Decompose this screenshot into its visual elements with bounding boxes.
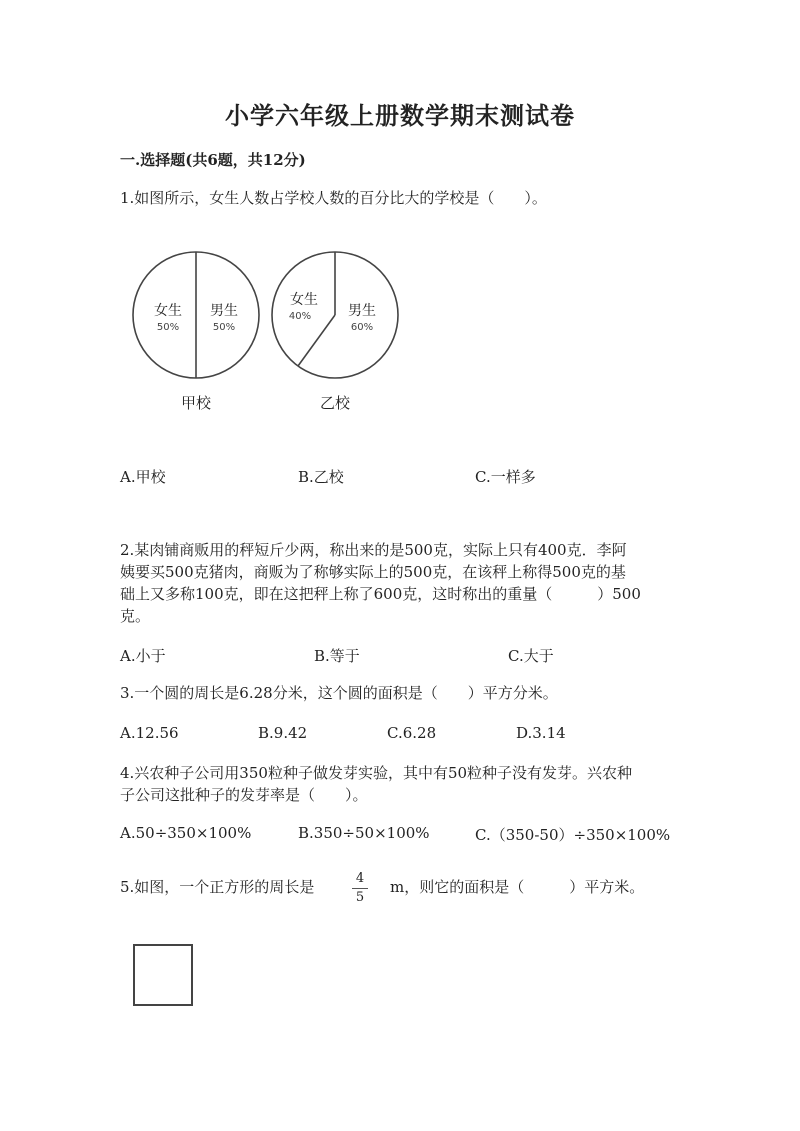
- question-2-line-4: 克。: [120, 607, 151, 625]
- section-heading: 一.选择题(共6题，共12分): [120, 151, 306, 169]
- pie-a-girls-pct: 50%: [156, 322, 180, 333]
- q4-option-c[interactable]: C.（350-50）÷350×100%: [475, 826, 671, 844]
- fraction-bar: [352, 888, 368, 889]
- question-3-text: 3.一个圆的周长是6.28分米，这个圆的面积是（ ）平方分米。: [120, 684, 558, 702]
- pie-a-boys-label: 男生: [210, 303, 238, 319]
- question-5-square-figure: [133, 944, 193, 1006]
- q1-option-a[interactable]: A.甲校: [120, 468, 166, 486]
- question-5-text-before: 5.如图，一个正方形的周长是: [120, 878, 315, 896]
- question-1-text: 1.如图所示，女生人数占学校人数的百分比大的学校是（ ）。: [120, 189, 547, 207]
- pie-b-boys-pct: 60%: [350, 322, 374, 333]
- q3-option-c[interactable]: C.6.28: [387, 724, 437, 742]
- pie-a-girls-label: 女生: [154, 303, 182, 319]
- pie-a-school-name: 甲校: [180, 394, 212, 412]
- question-2-line-1: 2.某肉铺商贩用的秤短斤少两，称出来的是500克，实际上只有400克．李阿: [120, 541, 627, 559]
- question-2-text: [120, 539, 680, 627]
- q2-option-a[interactable]: A.小于: [120, 647, 166, 665]
- q3-option-d[interactable]: D.3.14: [516, 724, 566, 742]
- question-4-text: [120, 762, 680, 806]
- q2-option-c[interactable]: C.大于: [508, 647, 554, 665]
- page-title: 小学六年级上册数学期末测试卷: [225, 101, 575, 130]
- pie-a-boys-pct: 50%: [212, 322, 236, 333]
- pie-b-school-name: 乙校: [319, 394, 351, 412]
- fraction-denominator: 5: [355, 890, 365, 905]
- q2-option-b[interactable]: B.等于: [314, 647, 360, 665]
- q4-option-b[interactable]: B.350÷50×100%: [298, 824, 430, 842]
- pie-chart-school-b: [272, 252, 398, 412]
- pie-b-girls-pct: 40%: [288, 311, 312, 322]
- question-2-line-2: 姨要买500克猪肉，商贩为了称够实际上的500克，在该秤上称得500克的基: [120, 563, 626, 581]
- question-1-pie-figure: [120, 240, 440, 420]
- pie-b-boys-label: 男生: [348, 303, 376, 319]
- pie-b-girls-label: 女生: [290, 292, 318, 308]
- pie-chart-school-a: [133, 252, 259, 412]
- question-5-fraction: [352, 872, 368, 905]
- pie-b-divider-slant: [298, 315, 335, 366]
- question-5-text-after: m，则它的面积是（ ）平方米。: [390, 878, 645, 896]
- fraction-numerator: 4: [355, 871, 365, 886]
- question-4-line-1: 4.兴农种子公司用350粒种子做发芽实验，其中有50粒种子没有发芽。兴农种: [120, 764, 633, 782]
- q3-option-b[interactable]: B.9.42: [258, 724, 308, 742]
- q1-option-c[interactable]: C.一样多: [475, 468, 536, 486]
- question-4-line-2: 子公司这批种子的发芽率是（ ）。: [120, 786, 368, 804]
- question-2-line-3: 础上又多称100克，即在这把秤上称了600克，这时称出的重量（ ）500: [120, 585, 641, 603]
- q3-option-a[interactable]: A.12.56: [120, 724, 179, 742]
- q1-option-b[interactable]: B.乙校: [298, 468, 344, 486]
- q4-option-a[interactable]: A.50÷350×100%: [120, 824, 252, 842]
